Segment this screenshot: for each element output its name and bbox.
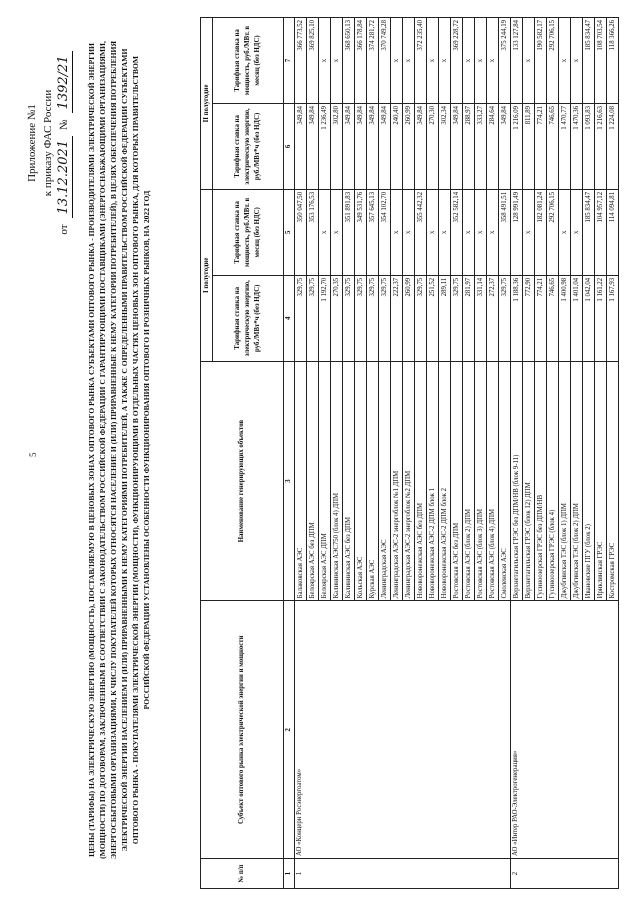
power-rate-h1: 350 047,50	[295, 189, 307, 275]
power-rate-h2: 370 749,28	[379, 18, 391, 104]
energy-rate-h1: 1 401,04	[571, 275, 583, 361]
generating-object: Ростовская АЭС (блок 3) ДПМ	[475, 361, 487, 601]
power-rate-h1: 355 442,32	[415, 189, 427, 275]
power-rate-h2: 108 703,54	[595, 18, 607, 104]
power-rate-h2: x	[523, 18, 535, 104]
generating-object: Ириклинская ГРЭС	[595, 361, 607, 601]
power-rate-h1: 349 531,76	[355, 189, 367, 275]
energy-rate-h1: 1 188,36	[511, 275, 523, 361]
document-title: ЦЕНЫ (ТАРИФЫ) НА ЭЛЕКТРИЧЕСКУЮ ЭНЕРГИЮ (МОЩНОСТЬ), ПОСТАВЛЯЕМУЮ В ЦЕНОВЫХ ЗОНАХ ОПТОВОГО РЫНКА СУБЪЕКТАМИ ОПТОВОГО РЫНКА - ПРОИЗВОДИТЕЛЯМИ ЭЛЕКТРИЧЕСКОЙ ЭНЕРГИИ (МОЩНОСТИ) ПО ДОГОВОРАМ, ЗАКЛЮЧЕННЫМ В СООТВЕТСТВИИ С ЗАКОНОДАТЕЛЬСТВОМ РОССИЙСКОЙ ФЕДЕРАЦИИ С ГАРАНТИРУЮЩИМИ ПОСТАВЩИКАМИ (ЭНЕРГОСНАБЖАЮЩИМИ ОРГАНИЗАЦИЯМИ, ЭНЕРГОСБЫТОВЫМИ ОРГАНИЗАЦИЯМИ, К ЧИСЛУ ПОКУПАТЕЛЕЙ КОТОРЫХ ОТНОСЯТСЯ НАСЕЛЕНИЕ И (ИЛИ) ПРИРАВНЕННЫЕ К НЕМУ КАТЕГОРИИ ПОТРЕБИТЕЛЕЙ), В ЦЕЛЯХ ОБЕСПЕЧЕНИЯ ПОТРЕБЛЕНИЯ ЭЛЕКТРИЧЕСКОЙ ЭНЕРГИИ НАСЕЛЕНИЕМ И (ИЛИ) ПРИРАВНЕННЫМИ К НЕМУ КАТЕГОРИЯМИ ПОТРЕБИТЕЛЕЙ, А ТАКЖЕ С ОПРЕДЕЛЕННЫМИ ПРАВИТЕЛЬСТВОМ РОССИЙСКОЙ ФЕДЕРАЦИИ СУБЪЕКТАМИ ОПТОВОГО РЫНКА - ПОКУПАТЕЛЯМИ ЭЛЕКТРИЧЕСКОЙ ЭНЕРГИИ (МОЩНОСТИ), ФУНКЦИОНИРУЮЩИМИ В ОТДЕЛЬНЫХ ЧАСТЯХ ЦЕНОВЫХ ЗОН ОПТОВОГО РЫНКА, ДЛЯ КОТОРЫХ ПРАВИТЕЛЬСТВОМ РОССИЙСКОЙ ФЕДЕРАЦИИ УСТАНОВЛЕНЫ ОСОБЕННОСТИ ФУНКЦИОНИРОВАНИЯ ОПТОВОГО И РОЗНИЧНЫХ РЫНКОВ, НА 2022 ГОД	[87, 41, 151, 859]
power-rate-h1: x	[559, 189, 571, 275]
power-rate-h1: x	[391, 189, 403, 275]
header-energy-1: Тарифная ставка на электрическую энергию, руб./МВт*ч (без НДС)	[213, 275, 284, 361]
power-rate-h1: x	[439, 189, 451, 275]
generating-object: Ленинградская АЭС-2 энергоблок №1 ДПМ	[391, 361, 403, 601]
index-cell: 3	[284, 361, 295, 601]
header-half1: I полугодие	[201, 189, 213, 361]
energy-rate-h2: 746,65	[547, 103, 559, 189]
power-rate-h2: x	[427, 18, 439, 104]
power-rate-h1: x	[331, 189, 343, 275]
generating-object: Нововоронежская АЭС без ДПМ	[415, 361, 427, 601]
energy-rate-h1: 329,75	[307, 275, 319, 361]
energy-rate-h1: 1 042,04	[583, 275, 595, 361]
generating-object: Нововоронежская АЭС-2 ДПМ блок 1	[427, 361, 439, 601]
energy-rate-h1: 329,75	[499, 275, 511, 361]
energy-rate-h2: 1 236,49	[319, 103, 331, 189]
energy-rate-h1: 329,75	[415, 275, 427, 361]
power-rate-h2: 369 825,10	[307, 18, 319, 104]
appendix-order: к приказу ФАС России	[42, 89, 54, 197]
generating-object: Джубгинская ТЭС (блок 1) ДПМ	[559, 361, 571, 601]
header-num: № п/п	[201, 859, 284, 889]
energy-rate-h1: 1 400,98	[559, 275, 571, 361]
power-rate-h1: 352 582,14	[451, 189, 463, 275]
index-cell: 5	[284, 189, 295, 275]
power-rate-h1: x	[523, 189, 535, 275]
power-rate-h1: x	[487, 189, 499, 275]
generating-object: Белоярская АЭС ДПМ	[319, 361, 331, 601]
power-rate-h2: x	[571, 18, 583, 104]
index-cell: 4	[284, 275, 295, 361]
header-power-2: Тарифная ставка на мощность, руб./МВт. в месяц (без НДС)	[213, 18, 284, 104]
power-rate-h2: x	[403, 18, 415, 104]
energy-rate-h1: 260,99	[403, 275, 415, 361]
power-rate-h1: x	[319, 189, 331, 275]
energy-rate-h1: 281,97	[463, 275, 475, 361]
energy-rate-h2: 260,99	[403, 103, 415, 189]
power-rate-h2: x	[331, 18, 343, 104]
power-rate-h1: 128 991,49	[511, 189, 523, 275]
energy-rate-h2: 349,84	[355, 103, 367, 189]
date-prefix: от	[58, 224, 70, 235]
generating-object: Балаковская АЭС	[295, 361, 307, 601]
generating-object: Курская АЭС	[367, 361, 379, 601]
generating-object: Верхнетагильская ГРЭС (блок 12) ДПМ	[523, 361, 535, 601]
index-cell: 1	[284, 859, 295, 889]
power-rate-h2: x	[475, 18, 487, 104]
energy-rate-h1: 222,37	[391, 275, 403, 361]
power-rate-h2: x	[391, 18, 403, 104]
energy-rate-h1: 331,14	[475, 275, 487, 361]
energy-rate-h1: 1 167,93	[607, 275, 619, 361]
power-rate-h2: 369 228,72	[451, 18, 463, 104]
generating-object: Гусиноозерская ГРЭС без ДПМ/НВ	[535, 361, 547, 601]
power-rate-h2: x	[319, 18, 331, 104]
energy-rate-h1: 329,75	[451, 275, 463, 361]
power-rate-h2: x	[463, 18, 475, 104]
generating-object: Костромская ГРЭС	[607, 361, 619, 601]
energy-rate-h1: 272,37	[487, 275, 499, 361]
header-energy-2: Тарифная ставка на электрическую энергию, руб./МВт*ч (без НДС)	[213, 103, 284, 189]
generating-object: Нововоронежская АЭС-2 ДПМ блок 2	[439, 361, 451, 601]
energy-rate-h2: 333,27	[475, 103, 487, 189]
generating-object: Смоленская АЭС	[499, 361, 511, 601]
generating-object: Ленинградская АЭС	[379, 361, 391, 601]
power-rate-h1: 114 094,81	[607, 189, 619, 275]
power-rate-h1: 185 834,47	[583, 189, 595, 275]
generating-object: Калининская АЭС без ДПМ	[343, 361, 355, 601]
power-rate-h1: x	[571, 189, 583, 275]
order-date: 13.12.2021	[56, 136, 73, 218]
energy-rate-h2: 349,84	[379, 103, 391, 189]
energy-rate-h2: 1 216,09	[511, 103, 523, 189]
energy-rate-h2: 1 216,63	[595, 103, 607, 189]
appendix-date-row	[56, 28, 73, 258]
header-object: Наименование генерирующих объектов	[201, 361, 284, 601]
power-rate-h1: 351 891,83	[343, 189, 355, 275]
power-rate-h2: 133 127,84	[511, 18, 523, 104]
power-rate-h1: x	[427, 189, 439, 275]
energy-rate-h1: 251,52	[427, 275, 439, 361]
energy-rate-h1: 1 161,22	[595, 275, 607, 361]
power-rate-h2: 374 281,72	[367, 18, 379, 104]
power-rate-h2: 190 582,17	[535, 18, 547, 104]
power-rate-h1: 182 081,24	[535, 189, 547, 275]
index-row	[284, 18, 295, 889]
row-number: 2	[511, 859, 619, 889]
energy-rate-h1: 329,75	[343, 275, 355, 361]
table-row	[511, 18, 523, 889]
energy-rate-h1: 289,11	[439, 275, 451, 361]
power-rate-h2: 366 178,84	[355, 18, 367, 104]
energy-rate-h1: 746,65	[547, 275, 559, 361]
appendix-block	[24, 28, 73, 258]
power-rate-h1: 358 491,51	[499, 189, 511, 275]
power-rate-h2: 375 244,19	[499, 18, 511, 104]
energy-rate-h2: 349,84	[499, 103, 511, 189]
generating-object: Белоярская АЭС без ДПМ	[307, 361, 319, 601]
subject-name: АО «Интер РАО-Электрогенерация»	[511, 601, 619, 859]
generating-object: Гусиноозерская ГРЭС (блок 4)	[547, 361, 559, 601]
page-number: 5	[28, 452, 38, 457]
header-subject: Субъект оптового рынка электрической энергии и мощности	[201, 601, 284, 859]
generating-object: Джубгинская ТЭС (блок 2) ДПМ	[571, 361, 583, 601]
energy-rate-h1: 774,21	[535, 275, 547, 361]
energy-rate-h1: 329,75	[295, 275, 307, 361]
generating-object: Ленинградская АЭС-2 энергоблок №2 ДПМ	[403, 361, 415, 601]
generating-object: Ростовская АЭС без ДПМ	[451, 361, 463, 601]
energy-rate-h2: 1 470,77	[559, 103, 571, 189]
power-rate-h1: 104 957,12	[595, 189, 607, 275]
generating-object: Ивановские ПГУ (блок 2)	[583, 361, 595, 601]
energy-rate-h1: 329,75	[379, 275, 391, 361]
energy-rate-h2: 349,84	[307, 103, 319, 189]
energy-rate-h2: 240,40	[391, 103, 403, 189]
generating-object: Кольская АЭС	[355, 361, 367, 601]
power-rate-h1: x	[475, 189, 487, 275]
tariff-table	[200, 17, 619, 889]
row-number: 1	[295, 859, 511, 889]
energy-rate-h2: 302,80	[331, 103, 343, 189]
energy-rate-h1: 329,75	[367, 275, 379, 361]
power-rate-h2: 185 834,47	[583, 18, 595, 104]
power-rate-h2: x	[487, 18, 499, 104]
energy-rate-h2: 349,84	[343, 103, 355, 189]
energy-rate-h1: 772,90	[523, 275, 535, 361]
power-rate-h2: 366 773,52	[295, 18, 307, 104]
table-row	[295, 18, 307, 889]
energy-rate-h2: 1 470,36	[571, 103, 583, 189]
generating-object: Ростовская АЭС (блок 4) ДПМ	[487, 361, 499, 601]
energy-rate-h2: 349,84	[451, 103, 463, 189]
power-rate-h1: 353 176,53	[307, 189, 319, 275]
power-rate-h2: 292 706,15	[547, 18, 559, 104]
energy-rate-h1: 1 192,70	[319, 275, 331, 361]
power-rate-h2: 118 366,26	[607, 18, 619, 104]
energy-rate-h2: 811,89	[523, 103, 535, 189]
index-cell: 7	[284, 18, 295, 104]
power-rate-h1: 354 102,70	[379, 189, 391, 275]
power-rate-h2: 368 650,13	[343, 18, 355, 104]
power-rate-h1: x	[403, 189, 415, 275]
number-prefix: №	[58, 119, 70, 130]
energy-rate-h2: 302,34	[439, 103, 451, 189]
energy-rate-h1: 270,35	[331, 275, 343, 361]
power-rate-h2: x	[559, 18, 571, 104]
header-half2: II полугодие	[201, 18, 213, 190]
power-rate-h2: 372 235,40	[415, 18, 427, 104]
energy-rate-h2: 774,21	[535, 103, 547, 189]
power-rate-h1: 357 645,13	[367, 189, 379, 275]
energy-rate-h2: 270,30	[427, 103, 439, 189]
table-body	[284, 18, 619, 889]
energy-rate-h2: 284,64	[487, 103, 499, 189]
energy-rate-h2: 349,84	[415, 103, 427, 189]
energy-rate-h2: 1 224,08	[607, 103, 619, 189]
power-rate-h1: 292 706,15	[547, 189, 559, 275]
order-number: 1392/21	[56, 51, 73, 113]
energy-rate-h2: 1 093,83	[583, 103, 595, 189]
generating-object: Ростовская АЭС (блок 2) ДПМ	[463, 361, 475, 601]
generating-object: Калининская АЭС750 (блок 4) ДПМ	[331, 361, 343, 601]
header-power-1: Тарифная ставка на мощность, руб./МВт. в месяц (без НДС)	[213, 189, 284, 275]
subject-name: АО «Концерн Росэнергоатом»	[295, 601, 511, 859]
energy-rate-h1: 329,75	[355, 275, 367, 361]
power-rate-h1: x	[463, 189, 475, 275]
index-cell: 6	[284, 103, 295, 189]
index-cell: 2	[284, 601, 295, 859]
energy-rate-h2: 349,84	[295, 103, 307, 189]
energy-rate-h2: 349,84	[367, 103, 379, 189]
generating-object: Верхнетагильская ГРЭС без ДПМ/НВ (блок 9-11)	[511, 361, 523, 601]
power-rate-h2: x	[439, 18, 451, 104]
energy-rate-h2: 288,97	[463, 103, 475, 189]
appendix-title: Приложение №1	[26, 104, 38, 182]
